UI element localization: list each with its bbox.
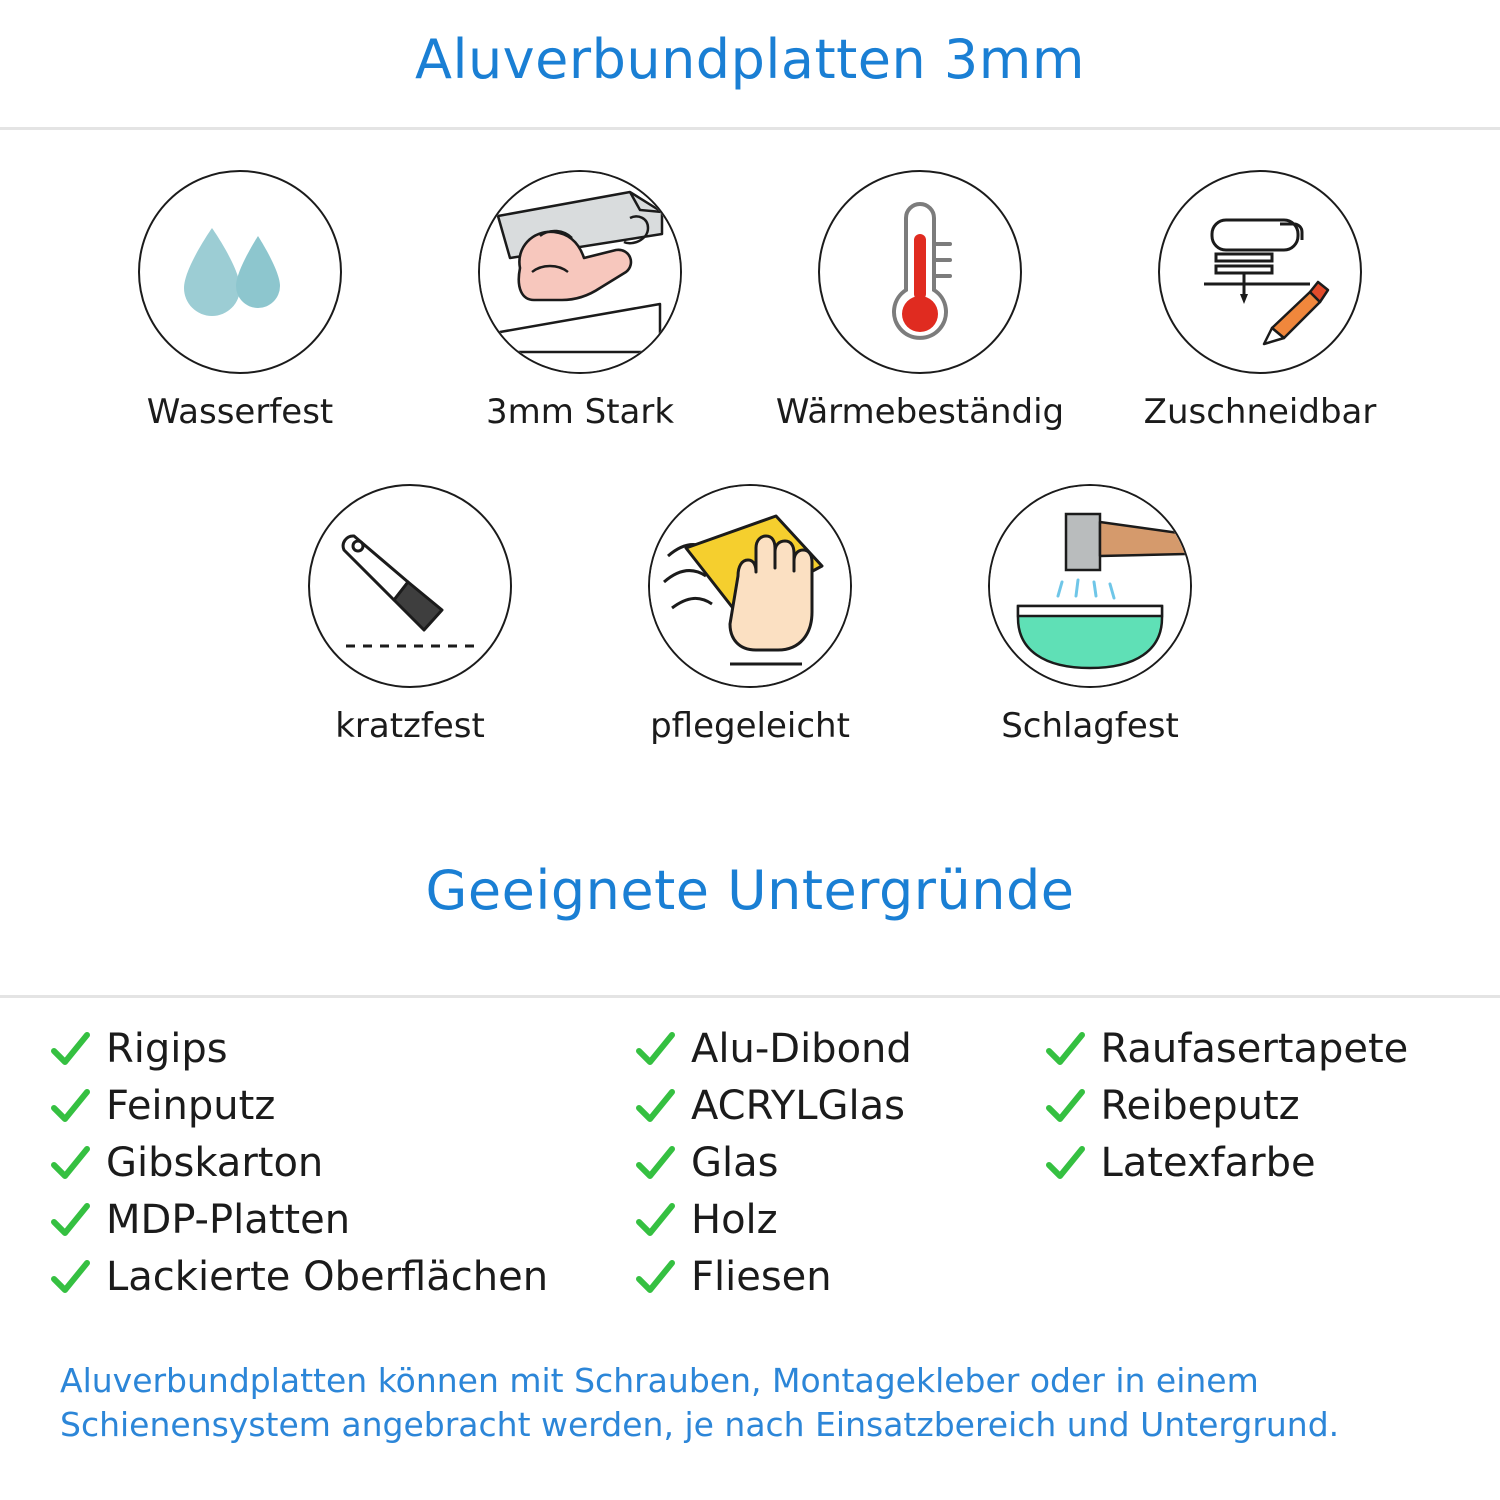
feature-label: 3mm Stark [485, 392, 675, 433]
feature-3mm-stark [410, 170, 750, 432]
substrates-title: Geeignete Untergründe [425, 859, 1075, 923]
check-icon [633, 1027, 677, 1071]
feature-pflegeleicht [580, 484, 920, 746]
water-drops-icon [138, 170, 342, 374]
list-item [633, 1134, 1043, 1191]
knife-scratch-icon [308, 484, 512, 688]
substrates-column-3 [1043, 1020, 1453, 1305]
flexing-arm-icon [478, 170, 682, 374]
list-item [48, 1020, 633, 1077]
list-item-label: Rigips [106, 1025, 228, 1072]
feature-label: pflegeleicht [650, 706, 850, 747]
check-icon [48, 1084, 92, 1128]
feature-label: Schlagfest [1001, 706, 1179, 747]
list-item-label: Fliesen [691, 1253, 832, 1300]
list-item [48, 1191, 633, 1248]
list-item [633, 1248, 1043, 1305]
check-icon [1043, 1084, 1087, 1128]
check-icon [633, 1141, 677, 1185]
list-item [48, 1134, 633, 1191]
list-item [1043, 1077, 1453, 1134]
feature-row-1 [40, 170, 1460, 432]
feature-wasserfest [70, 170, 410, 432]
feature-zuschneidbar [1090, 170, 1430, 432]
feature-schlagfest [920, 484, 1260, 746]
substrates-list [0, 998, 1500, 1305]
list-item [633, 1020, 1043, 1077]
hand-cloth-wipe-icon [648, 484, 852, 688]
check-icon [48, 1198, 92, 1242]
list-item [48, 1077, 633, 1134]
feature-grid [0, 130, 1500, 746]
jigsaw-cutter-icon [1158, 170, 1362, 374]
hammer-impact-icon [988, 484, 1192, 688]
footer-note: Aluverbundplatten können mit Schrauben, Montagekleber oder in einem Schienensystem angebracht werden, je nach Einsatzbereich und Untergrund. [60, 1360, 1340, 1445]
substrates-band [0, 806, 1500, 998]
list-item-label: Holz [691, 1196, 778, 1243]
list-item [48, 1248, 633, 1305]
list-item-label: Gibskarton [106, 1139, 324, 1186]
substrates-column-2 [633, 1020, 1043, 1305]
list-item-label: Raufasertapete [1100, 1025, 1409, 1072]
check-icon [633, 1084, 677, 1128]
list-item [633, 1077, 1043, 1134]
substrates-column-1 [48, 1020, 633, 1305]
check-icon [48, 1027, 92, 1071]
list-item [633, 1191, 1043, 1248]
check-icon [48, 1255, 92, 1299]
list-item-label: MDP-Platten [106, 1196, 351, 1243]
feature-waermebestaendig [750, 170, 1090, 432]
feature-label: kratzfest [335, 706, 485, 747]
list-item-label: ACRYLGlas [691, 1082, 906, 1129]
feature-label: Zuschneidbar [1143, 392, 1377, 433]
list-item-label: Latexfarbe [1100, 1139, 1316, 1186]
check-icon [633, 1198, 677, 1242]
list-item-label: Reibeputz [1100, 1082, 1300, 1129]
feature-row-2 [40, 484, 1460, 746]
check-icon [1043, 1027, 1087, 1071]
list-item [1043, 1020, 1453, 1077]
check-icon [48, 1141, 92, 1185]
page-title: Aluverbundplatten 3mm [415, 28, 1085, 91]
list-item-label: Lackierte Oberflächen [106, 1253, 549, 1300]
list-item-label: Feinputz [106, 1082, 276, 1129]
check-icon [1043, 1141, 1087, 1185]
header-band [0, 0, 1500, 130]
feature-label: Wärmebeständig [775, 392, 1065, 433]
list-item-label: Alu-Dibond [691, 1025, 912, 1072]
feature-kratzfest [240, 484, 580, 746]
check-icon [633, 1255, 677, 1299]
feature-label: Wasserfest [146, 392, 334, 433]
list-item [1043, 1134, 1453, 1191]
list-item-label: Glas [691, 1139, 779, 1186]
thermometer-icon [818, 170, 1022, 374]
